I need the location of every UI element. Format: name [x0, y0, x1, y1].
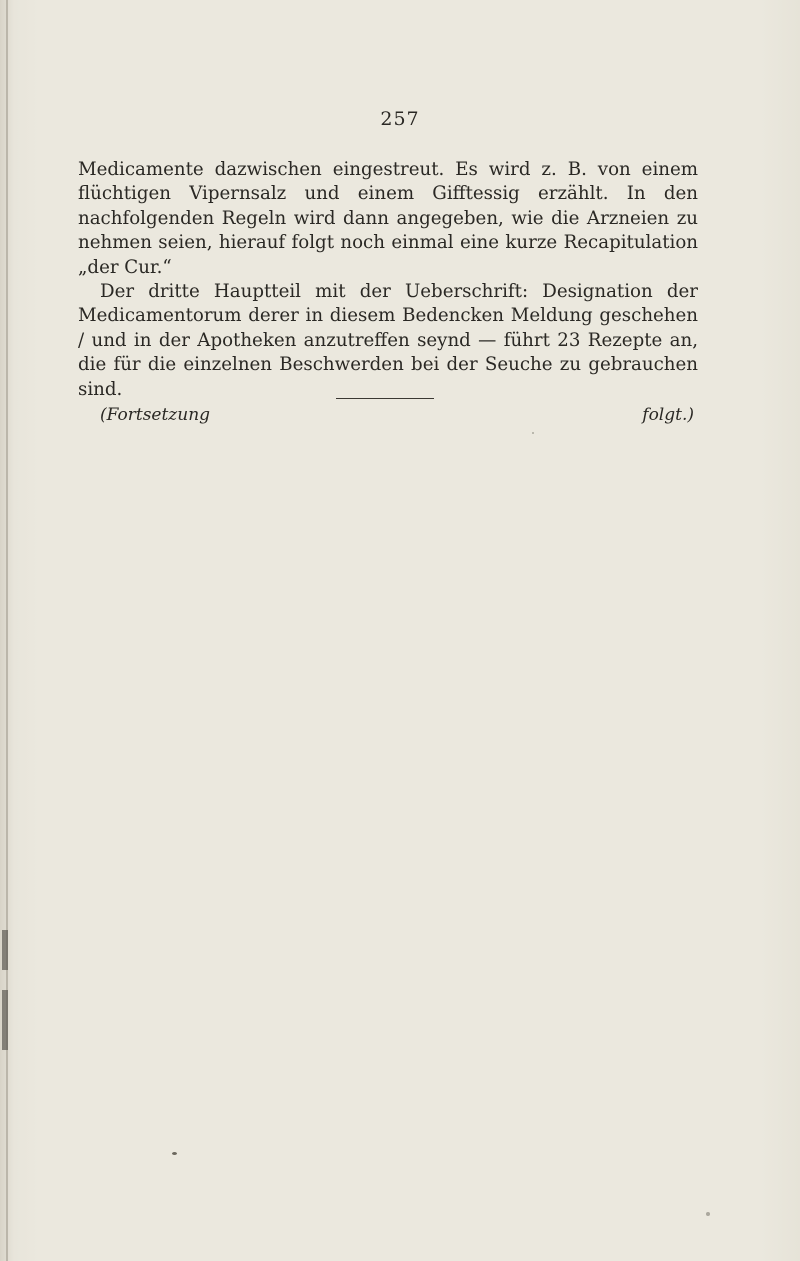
paper-speck	[172, 1152, 177, 1155]
binding-mark	[2, 930, 8, 970]
body-text	[78, 158, 698, 428]
continuation-note: (Fortsetzung folgt.)	[100, 405, 694, 426]
page-number: 257	[380, 108, 420, 130]
paragraph-2: Der dritte Hauptteil mit der Ueberschrift: Designation der Medicamentorum derer in diesem Bedencken Meldung geschehen / und in der Apotheken anzutreffen seynd — führt 23 Rezepte an, die für die einzelnen Beschwerden bei der Seuche zu gebrauchen sind.	[78, 281, 698, 400]
binding-mark	[2, 990, 8, 1050]
paper-speck	[532, 432, 534, 434]
paper-speck	[706, 1212, 710, 1216]
paragraph-1: Medicamente dazwischen eingestreut. Es wird z. B. von einem flüchtigen Vipernsalz und einem Gifftessig erzählt. In den nachfolgenden Regeln wird dann angegeben, wie die Arzneien zu nehmen seien, hierauf folgt noch einmal eine kurze Recapitulation „der Cur.“	[78, 159, 698, 278]
binding-gutter	[6, 0, 8, 1261]
section-rule	[336, 398, 434, 399]
